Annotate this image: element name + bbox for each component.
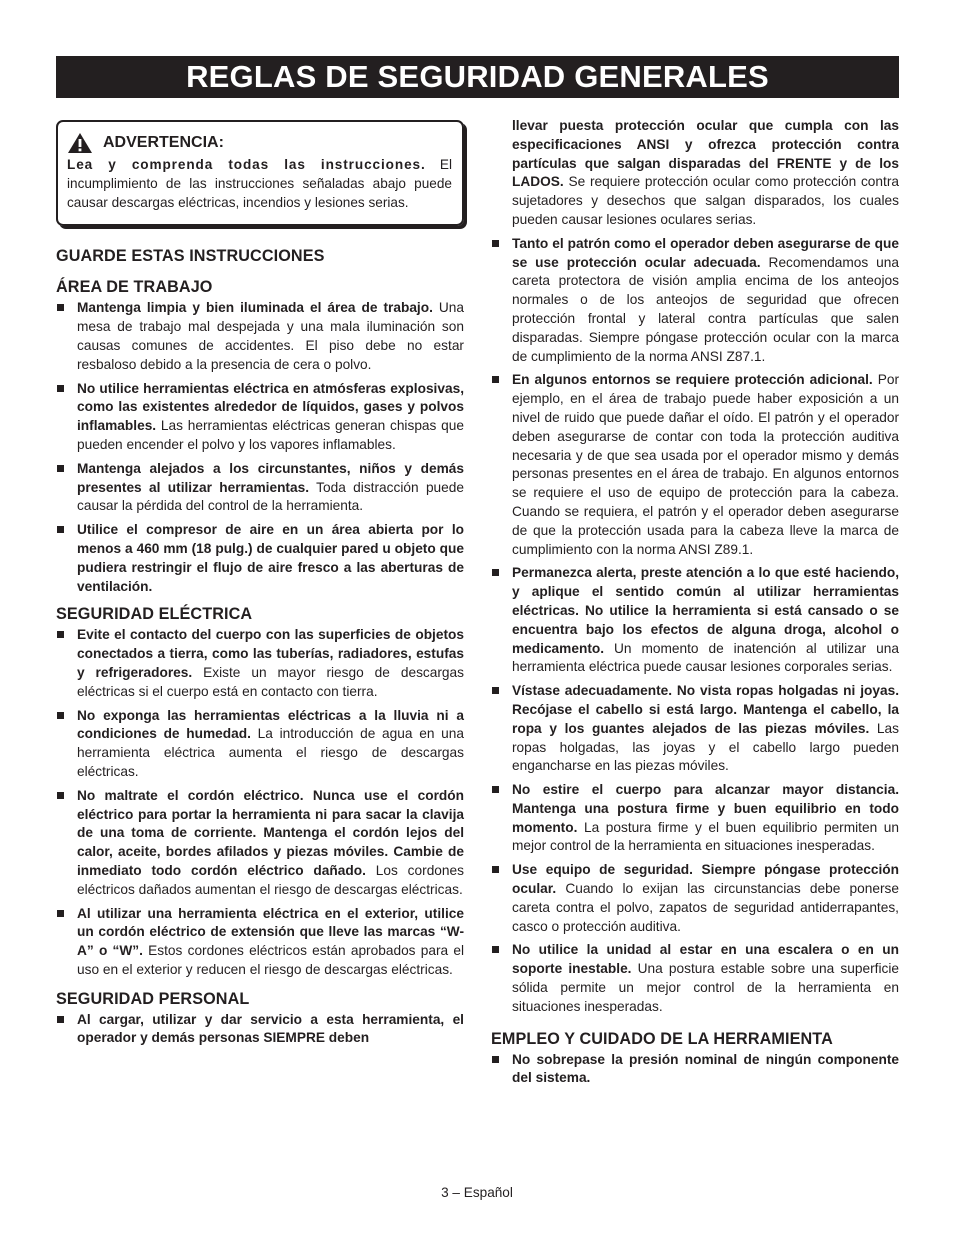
- bullet-square-icon: [492, 687, 499, 694]
- bullet-square-icon: [492, 569, 499, 576]
- list-item: Mantenga alejados a los circunstantes, niños y demás presentes al utilizar herramientas. Toda distracción puede causar la pérdida del control de la herramienta.: [56, 460, 464, 516]
- title-bar: [56, 56, 899, 98]
- work-area-list: [56, 299, 464, 596]
- list-item: No utilice herramientas eléctrica en atmósferas explosivas, como las existentes alrededor de líquidos, gases y polvos inflamables. Las herramientas eléctricas generan chispas que pueden encender el polvo y los vapores inflamables.: [56, 380, 464, 455]
- bullet-square-icon: [57, 304, 64, 311]
- warning-triangle-icon: [67, 132, 93, 154]
- list-item: Permanezca alerta, preste atención a lo que esté haciendo, y aplique el sentido común al utilizar herramientas eléctricas. No utilice la herramienta si está cansado o se encuentra bajo los efectos de alguna droga, alcohol o medicamento. Un momento de inatención al utilizar una herramienta eléctrica puede causar lesiones corporales serias.: [491, 564, 899, 677]
- warning-text: [67, 156, 452, 212]
- electrical-safety-list: [56, 626, 464, 979]
- bullet-square-icon: [492, 240, 499, 247]
- list-item: No estire el cuerpo para alcanzar mayor distancia. Mantenga una postura firme y buen equilibrio en todo momento. La postura firme y el buen equilibrio permiten un mejor control de la herramienta en situaciones inesperadas.: [491, 781, 899, 856]
- warning-header: [67, 132, 452, 154]
- list-item: Use equipo de seguridad. Siempre póngase protección ocular. Cuando lo exijan las circunstancias debe ponerse careta contra el polvo, zapatos de seguridad antiderrapantes, casco o protección auditiva.: [491, 861, 899, 936]
- personal-safety-list-start: [56, 1011, 464, 1049]
- bullet-square-icon: [57, 910, 64, 917]
- list-item: Utilice el compresor de aire en un área abierta por lo menos a 460 mm (18 pulg.) de cualquier pared u objeto que pudiera restringir el flujo de aire fresco a las aberturas de ventilación.: [56, 521, 464, 596]
- warning-lead: Lea y comprenda todas las instrucciones.: [67, 157, 426, 172]
- warning-title: ADVERTENCIA:: [103, 134, 224, 151]
- bullet-square-icon: [492, 786, 499, 793]
- bullet-square-icon: [57, 631, 64, 638]
- warning-body: El incumplimiento de las instrucciones señaladas abajo puede causar descargas eléctricas, incendios y lesiones serias.: [67, 157, 452, 210]
- list-item: Al cargar, utilizar y dar servicio a esta herramienta, el operador y demás personas SIEMPRE deben: [56, 1011, 464, 1049]
- list-item: Vístase adecuadamente. No vista ropas holgadas ni joyas. Recójase el cabello si está largo. Mantenga el cabello, la ropa y los guantes alejados de las piezas móviles. Las ropas holgadas, las joyas y el cabello largo pueden engancharse en las piezas móviles.: [491, 682, 899, 776]
- right-column: [491, 117, 899, 1093]
- personal-safety-heading: SEGURIDAD PERSONAL: [56, 989, 250, 1008]
- list-item-continuation: llevar puesta protección ocular que cumpla con las especificaciones ANSI y ofrezca protección contra partículas que salgan disparadas del FRENTE y de los LADOS. Se requiere protección ocular como protección contra sujetadores y desechos que salgan disparados, los cuales pueden causar lesiones oculares serias.: [512, 118, 899, 227]
- list-item: Mantenga limpia y bien iluminada el área de trabajo. Una mesa de trabajo mal despejada y una mala iluminación son causas comunes de accidentes. El piso debe no estar resbaloso debido a la presencia de cera o polvo.: [56, 299, 464, 374]
- page-title: REGLAS DE SEGURIDAD GENERALES: [186, 59, 769, 94]
- work-area-heading: ÁREA DE TRABAJO: [56, 278, 213, 297]
- list-item: Tanto el patrón como el operador deben asegurarse de que se use protección ocular adecuada. Recomendamos una careta protectora de visión amplia encima de los anteojos normales o de los anteojos de seguridad que ofrecen protección frontal y lateral contra partículas que salen disparadas. Siempre póngase protección ocular con la marca de cumplimiento de la norma ANSI Z87.1.: [491, 235, 899, 367]
- tool-care-heading: EMPLEO Y CUIDADO DE LA HERRAMIENTA: [491, 1029, 833, 1048]
- list-item: No sobrepase la presión nominal de ningún componente del sistema.: [491, 1051, 899, 1089]
- list-item: Al utilizar una herramienta eléctrica en el exterior, utilice un cordón eléctrico de extensión que lleve las marcas “W-A” o “W”. Estos cordones eléctricos están aprobados para el uso en el exterior y reducen el riesgo de descargas eléctricas.: [56, 905, 464, 980]
- tool-care-list: [491, 1051, 899, 1089]
- bullet-square-icon: [57, 712, 64, 719]
- list-item: No maltrate el cordón eléctrico. Nunca use el cordón eléctrico para portar la herramienta ni para sacar la clavija de una toma de corriente. Mantenga el cordón lejos del calor, aceite, bordes afilados y piezas móviles. Cambie de inmediato todo cordón eléctrico dañado. Los cordones eléctricos dañados aumentan el riesgo de descargas eléctricas.: [56, 787, 464, 900]
- list-item: Evite el contacto del cuerpo con las superficies de objetos conectados a tierra, como las tuberías, radiadores, estufas y refrigeradores. Existe un mayor riesgo de descargas eléctricas si el cuerpo está en contacto con tierra.: [56, 626, 464, 701]
- bullet-square-icon: [57, 1016, 64, 1023]
- bullet-square-icon: [492, 376, 499, 383]
- list-item: No utilice la unidad al estar en una escalera o en un soporte inestable. Una postura estable sobre una superficie sólida permite un mejor control de la herramienta en situaciones inesperadas.: [491, 941, 899, 1016]
- warning-box: [56, 120, 464, 226]
- bullet-square-icon: [57, 526, 64, 533]
- bullet-square-icon: [57, 792, 64, 799]
- left-column: [56, 120, 464, 1053]
- bullet-square-icon: [57, 465, 64, 472]
- bullet-square-icon: [492, 1056, 499, 1063]
- page-number: 3 – Español: [441, 1185, 513, 1200]
- electrical-safety-heading: SEGURIDAD ELÉCTRICA: [56, 605, 253, 624]
- keep-instructions-heading: GUARDE ESTAS INSTRUCCIONES: [56, 247, 325, 266]
- list-item: No exponga las herramientas eléctricas a la lluvia ni a condiciones de humedad. La introducción de agua en una herramienta eléctrica aumenta el riesgo de descargas eléctricas.: [56, 707, 464, 782]
- bullet-square-icon: [57, 385, 64, 392]
- bullet-square-icon: [492, 946, 499, 953]
- personal-safety-list: [491, 235, 899, 1017]
- list-item: En algunos entornos se requiere protección adicional. Por ejemplo, en el área de trabajo puede haber exposición a un nivel de ruido que puede dañar el oído. El patrón y el operador deben asegurarse de contar con toda la protección auditiva necesaria y de que sea usada por el operador mismo y demás personas presentes en el área de trabajo. En algunos entornos se requiere el uso de equipo de protección para la cabeza. Cuando se requiera, el patrón y el operador deben asegurarse de que la protección usada para la cabeza lleve la marca de cumplimiento con la norma ANSI Z89.1.: [491, 371, 899, 559]
- bullet-square-icon: [492, 866, 499, 873]
